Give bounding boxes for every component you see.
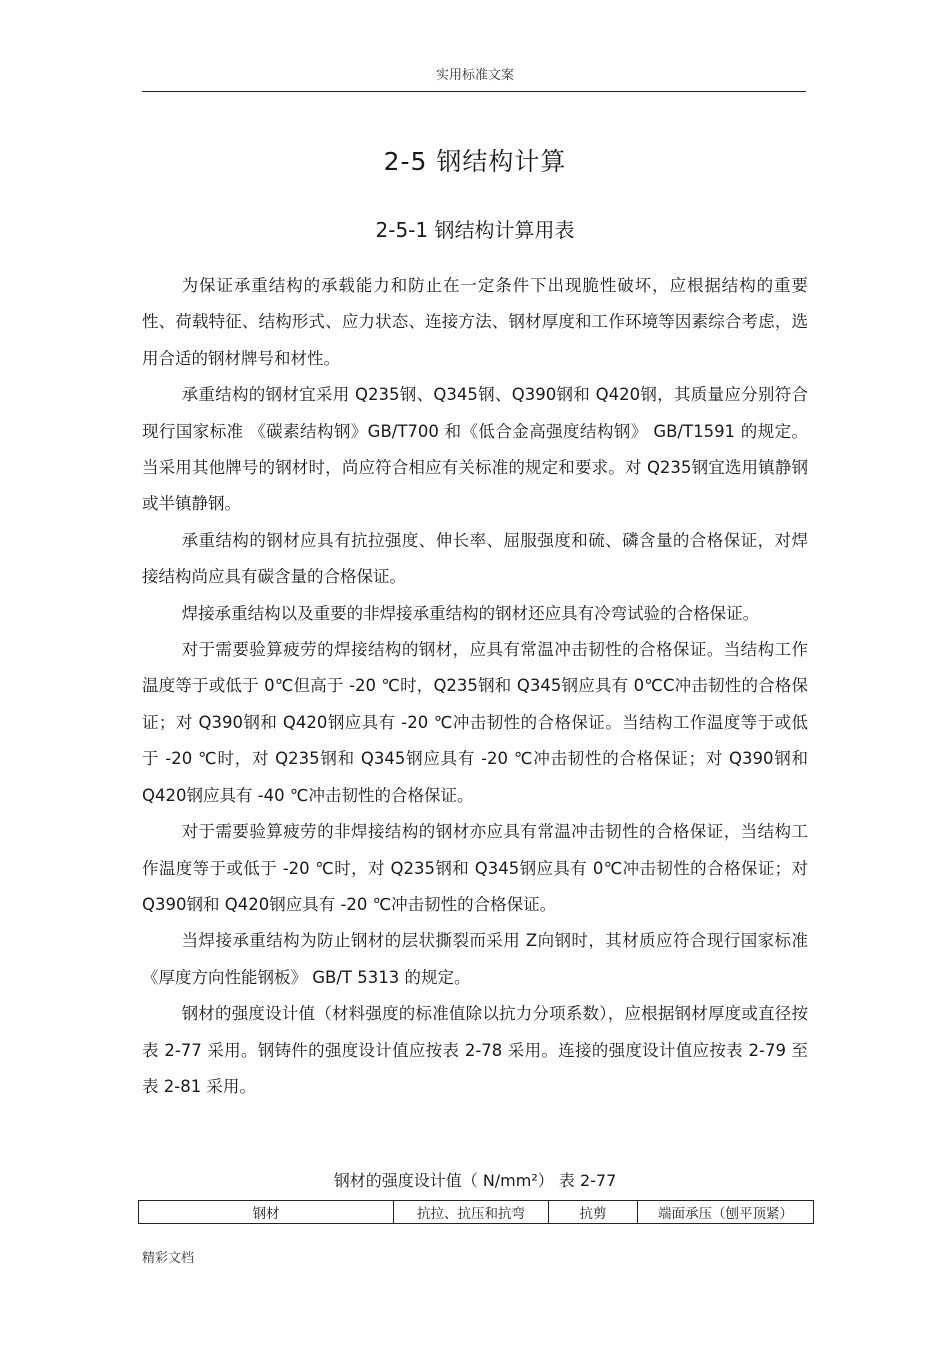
table-header-row (139, 1201, 814, 1224)
table-header-cell: 钢材 (139, 1201, 394, 1224)
paragraph: 钢材的强度设计值（材料强度的标准值除以抗力分项系数），应根据钢材厚度或直径按表 2-77 采用。钢铸件的强度设计值应按表 2-78 采用。连接的强度设计值应按表 2-79 至表 2-81 采用。 (142, 1004, 808, 1096)
body-text (142, 268, 808, 1105)
paragraph: 焊接承重结构以及重要的非焊接承重结构的钢材还应具有冷弯试验的合格保证。 (181, 603, 760, 623)
paragraph: 对于需要验算疲劳的非焊接结构的钢材亦应具有常温冲击韧性的合格保证，当结构工作温度等于或低于 -20 ℃时，对 Q235钢和 Q345钢应具有 0℃冲击韧性的合格保证；对 Q390钢和 Q420钢应具有 -20 ℃冲击韧性的合格保证。 (142, 822, 808, 914)
paragraph: 对于需要验算疲劳的焊接结构的钢材，应具有常温冲击韧性的合格保证。当结构工作温度等于或低于 0℃但高于 -20 ℃时，Q235钢和 Q345钢应具有 0℃C冲击韧性的合格保证；对 Q390钢和 Q420钢应具有 -20 ℃冲击韧性的合格保证。当结构工作温度等于或低于 -20 ℃时，对 Q235钢和 Q345钢应具有 -20 ℃冲击韧性的合格保证；对 Q390钢和 Q420钢应具有 -40 ℃冲击韧性的合格保证。 (142, 640, 808, 805)
paragraph: 当焊接承重结构为防止钢材的层状撕裂而采用 Z向钢时，其材质应符合现行国家标准《厚度方向性能钢板》 GB/T 5313 的规定。 (142, 931, 808, 987)
page-header: 实用标准文案 (435, 68, 514, 83)
strength-table (138, 1200, 814, 1224)
table-header-cell: 端面承压（刨平顶紧） (638, 1201, 814, 1224)
table (138, 1200, 814, 1224)
paragraph: 承重结构的钢材宜采用 Q235钢、Q345钢、Q390钢和 Q420钢，其质量应分别符合现行国家标准 《碳素结构钢》GB/T700 和《低合金高强度结构钢》 GB/T1591 的规定。当采用其他牌号的钢材时，尚应符合相应有关标准的规定和要求。对 Q235钢宜选用镇静钢或半镇静钢。 (142, 385, 808, 514)
paragraph: 为保证承重结构的承载能力和防止在一定条件下出现脆性破坏，应根据结构的重要性、荷载特征、结构形式、应力状态、连接方法、钢材厚度和工作环境等因素综合考虑，选用合适的钢材牌号和材性。 (142, 276, 808, 368)
table-header-cell: 抗剪 (549, 1201, 638, 1224)
subsection-title: 2-5-1 钢结构计算用表 (375, 218, 575, 242)
table-caption: 钢材的强度设计值（ N/mm²） 表 2-77 (333, 1171, 617, 1190)
page-footer: 精彩文档 (142, 1251, 195, 1266)
section-title: 2-5 钢结构计算 (383, 147, 567, 176)
table-header-cell: 抗拉、抗压和抗弯 (394, 1201, 549, 1224)
paragraph: 承重结构的钢材应具有抗拉强度、伸长率、屈服强度和硫、磷含量的合格保证，对焊接结构尚应具有碳含量的合格保证。 (142, 530, 808, 587)
header-divider (142, 91, 806, 92)
